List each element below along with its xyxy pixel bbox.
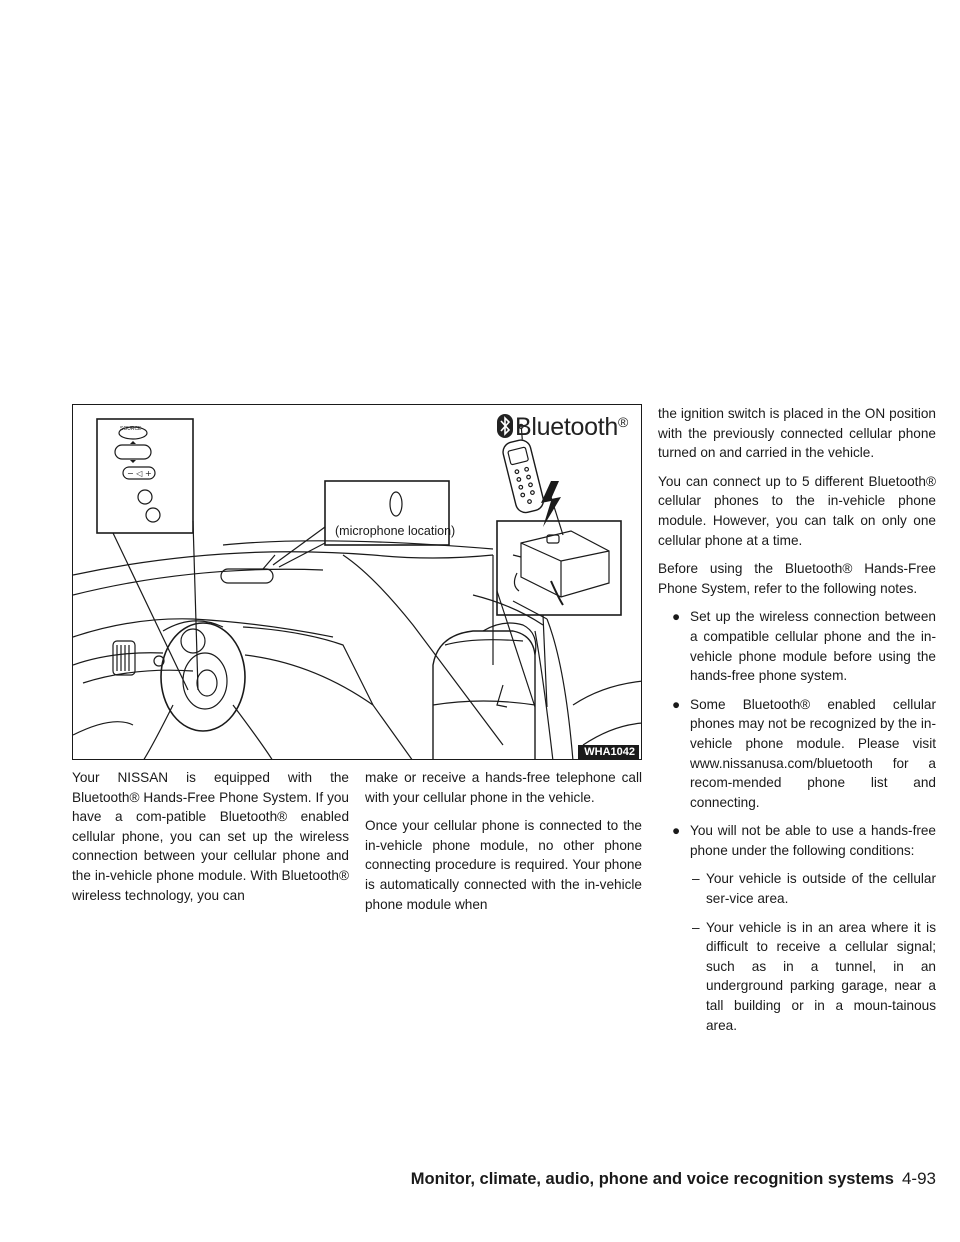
list-item-text: Set up the wireless connection between a compatible cellular phone and the in-vehicle phone module before using the hands-free phone system. [690,609,936,684]
bullet-icon: ● [672,609,681,625]
phone-module-inset [497,521,621,615]
phone-end-icon [146,508,160,522]
page-footer [411,1169,936,1189]
list-item [658,695,936,813]
air-vent [113,641,135,675]
page-number: 4-93 [901,1169,936,1188]
registered-mark: ® [617,414,628,430]
text-column-2 [365,768,642,923]
sub-list-item [658,918,936,1036]
sub-list-item [658,869,936,908]
illustration-bluetooth-system [72,404,642,760]
list-item-text: You will not be able to use a hands-free phone under the following conditions: [690,823,936,858]
paragraph: You can connect up to 5 different Bluetooth® cellular phones to the in-vehicle phone module. However, you can talk on only one cellular phone at a time. [658,473,936,548]
microphone-icon [390,492,402,516]
paragraph: Before using the Bluetooth® Hands-Free Phone System, refer to the following notes. [658,561,936,596]
source-switch-label: SOURCE [120,426,142,432]
figure-code: WHA1042 [578,745,639,759]
tune-switch-icon [115,445,151,459]
rear-seat [433,631,535,760]
dash-icon: – [692,871,700,887]
phone-module-icon [513,531,609,605]
list-item-text: Some Bluetooth® enabled cellular phones may not be recognized by the in-vehicle phone module. Please visit www.nissanusa.com/bluetooth for a recom-mended phone list and connecting. [690,696,936,810]
vehicle-interior-drawing [73,405,642,760]
bullet-icon: ● [672,696,681,712]
steering-wheel [161,623,245,731]
bluetooth-logo [497,413,628,442]
sub-list-item-text: Your vehicle is in an area where it is difficult to receive a cellular signal; such as in a tunnel, in an underground parking garage, near a tall building or in a moun-tainous area. [706,919,936,1033]
section-title: Monitor, climate, audio, phone and voice recognition systems [410,1170,894,1188]
list-item [658,607,936,685]
text-column-1 [72,768,349,914]
list-item [658,821,936,860]
bullet-icon: ● [672,823,681,839]
bluetooth-logo-text: Bluetooth [515,413,618,441]
phone-send-icon [138,490,152,504]
paragraph: make or receive a hands-free telephone call with your cellular phone in the vehicle. [365,770,642,805]
paragraph: the ignition switch is placed in the ON position with the previously connected cellular phone turned on and carried in the vehicle. [658,406,936,461]
paragraph: Your NISSAN is equipped with the Bluetooth® Hands-Free Phone System. If you have a com-patible Bluetooth® enabled cellular phone, you can set up the wireless connection between your cellular phone and the in-vehicle phone module. With Bluetooth® wireless technology, you can [72,770,349,903]
dash-icon: – [692,919,700,935]
bluetooth-rune-icon [497,414,513,438]
sub-list-item-text: Your vehicle is outside of the cellular ser-vice area. [706,871,936,907]
text-column-3 [658,404,936,1044]
svg-text:− ◁ +: − ◁ + [127,469,152,478]
microphone-location-label: (microphone location) [335,524,456,538]
paragraph: Once your cellular phone is connected to the in-vehicle phone module, no other phone connecting procedure is required. Your phone is automatically connected with the in-vehicle phone module when [365,818,642,912]
